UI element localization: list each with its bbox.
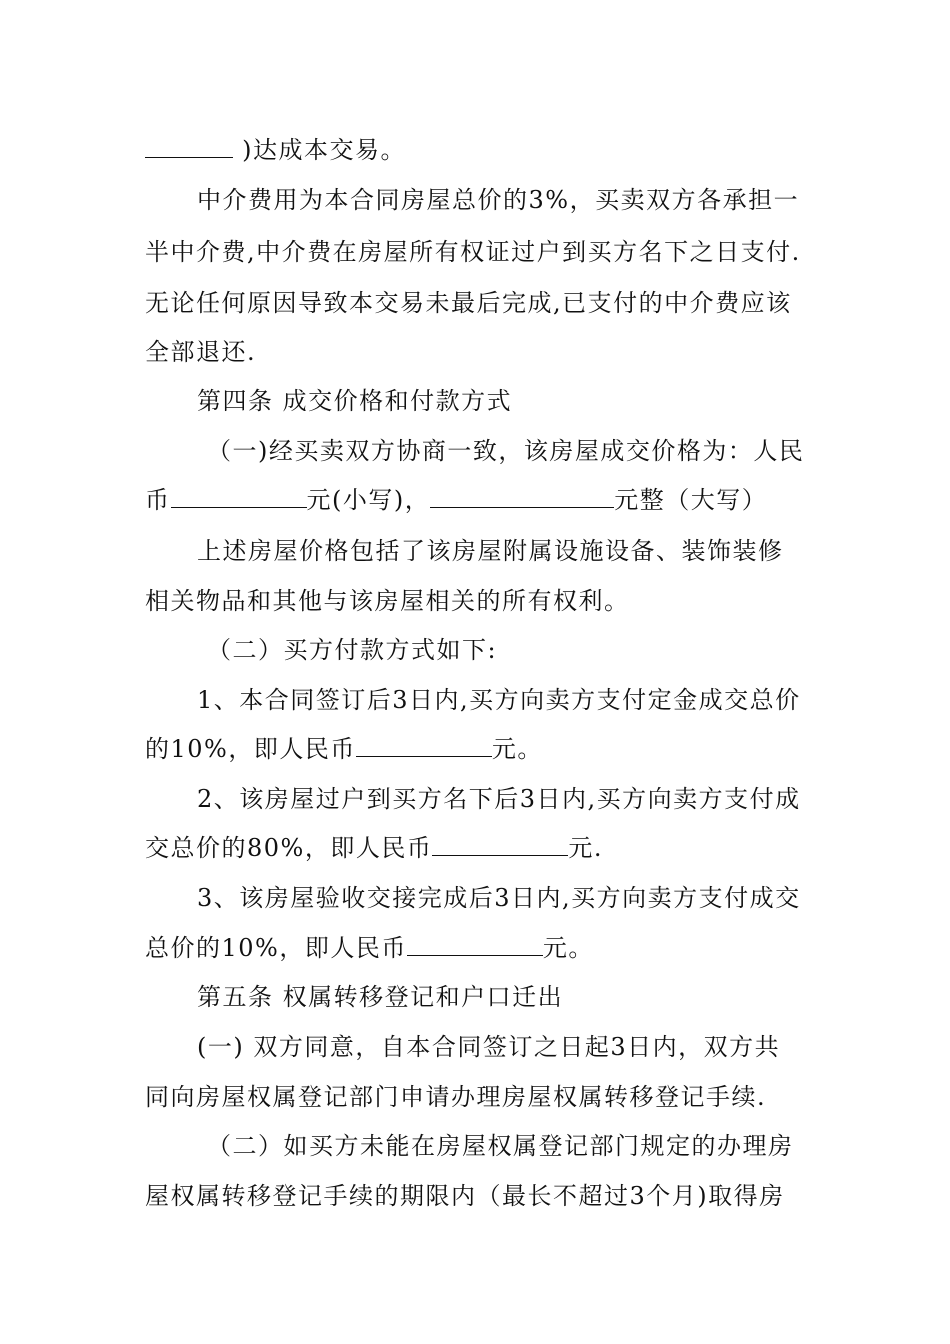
- paragraph-line: 1、本合同签订后3日内,买方向卖方支付定金成交总价: [197, 686, 801, 714]
- paragraph-line: 3、该房屋验收交接完成后3日内,买方向卖方支付成交: [197, 884, 801, 912]
- fill-in-blank: [145, 135, 233, 158]
- paragraph-line: 半中介费,中介费在房屋所有权证过户到买方名下之日支付.: [145, 238, 801, 266]
- paragraph-line: 同向房屋权属登记部门申请办理房屋权属转移登记手续.: [145, 1083, 767, 1111]
- paragraph-line: （二）如买方未能在房屋权属登记部门规定的办理房: [207, 1132, 794, 1160]
- text-line: [145, 484, 767, 516]
- fill-in-blank: [432, 833, 568, 856]
- paragraph-line: 上述房屋价格包括了该房屋附属设施设备、装饰装修: [197, 537, 784, 565]
- text-segment: )达成本交易。: [242, 136, 407, 164]
- text-segment: 元整（大写）: [614, 486, 768, 514]
- section-heading: 第五条 权属转移登记和户口迁出: [197, 983, 564, 1011]
- paragraph-line: （二）买方付款方式如下:: [207, 636, 498, 664]
- paragraph-line: 全部退还.: [145, 338, 257, 366]
- text-segment: 元。: [491, 735, 543, 763]
- text-segment: 的10%，即人民币: [145, 735, 356, 763]
- paragraph-line: 相关物品和其他与该房屋相关的所有权利。: [145, 587, 630, 615]
- paragraph-line: （一)经买卖双方协商一致，该房屋成交价格为：人民: [207, 437, 805, 465]
- text-segment: 元.: [568, 834, 603, 862]
- paragraph-line: 中介费用为本合同房屋总价的3%，买卖双方各承担一: [197, 186, 800, 214]
- section-heading: 第四条 成交价格和付款方式: [197, 387, 513, 415]
- text-segment: 元。: [542, 934, 594, 962]
- fill-in-blank: [430, 485, 614, 508]
- text-segment: 交总价的80%，即人民币: [145, 834, 433, 862]
- paragraph-line: 屋权属转移登记手续的期限内（最长不超过3个月)取得房: [145, 1182, 785, 1210]
- fill-in-blank: [356, 734, 492, 757]
- fill-in-blank: [407, 933, 543, 956]
- fill-in-blank: [171, 485, 307, 508]
- text-segment: 总价的10%，即人民币: [145, 934, 407, 962]
- text-segment: 币: [145, 486, 171, 514]
- text-segment: 元(小写)，: [306, 486, 431, 514]
- paragraph-line: (一) 双方同意，自本合同签订之日起3日内，双方共: [197, 1033, 781, 1061]
- text-line: [145, 134, 406, 166]
- text-line: [145, 733, 543, 765]
- text-line: [145, 932, 594, 964]
- paragraph-line: 无论任何原因导致本交易未最后完成,已支付的中介费应该: [145, 289, 792, 317]
- text-line: [145, 832, 603, 864]
- paragraph-line: 2、该房屋过户到买方名下后3日内,买方向卖方支付成: [197, 785, 801, 813]
